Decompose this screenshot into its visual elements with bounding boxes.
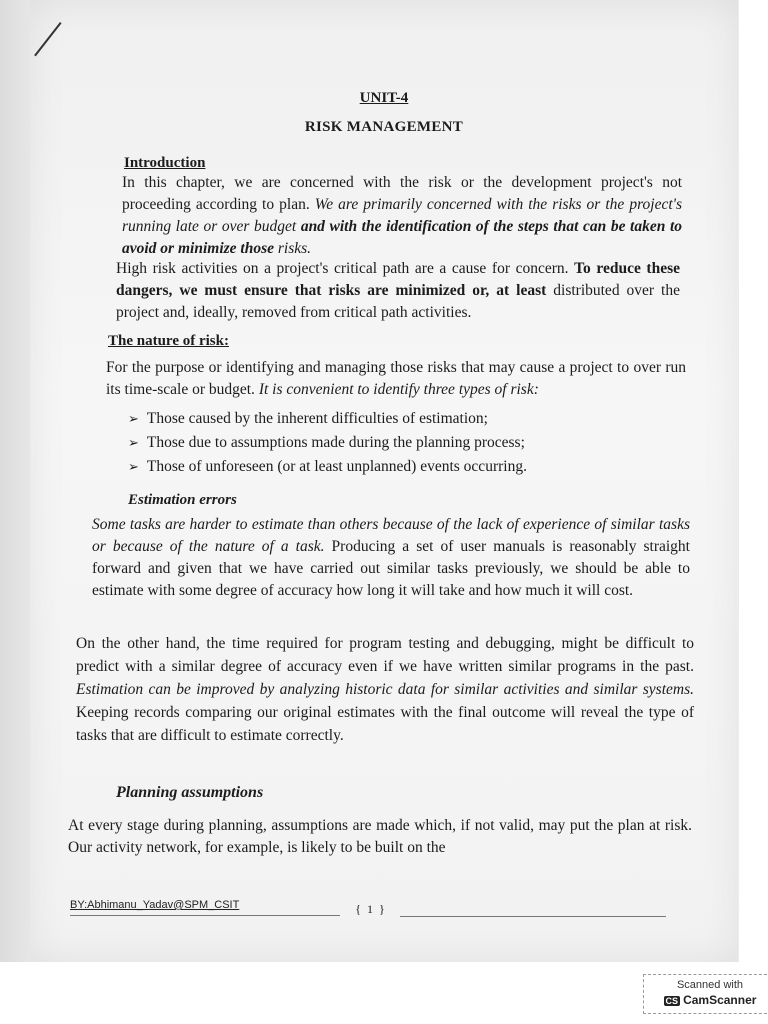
unit-label: UNIT-4 — [359, 90, 409, 106]
footer-divider-right — [400, 916, 666, 917]
intro-heading: Introduction — [124, 155, 206, 171]
planning-p-text: At every stage during planning, assumptions are made which, if not valid, may put the plan at risk. Our activity network, for example, is likely to be built on the — [68, 817, 692, 856]
estimation-heading: Estimation errors — [128, 492, 237, 508]
nature-heading: The nature of risk: — [108, 333, 229, 349]
estimation-p2-s2: Estimation can be improved by analyzing historic data for similar activities and similar systems. — [76, 681, 694, 698]
nature-p-s1: For the purpose or identifying and managing those risks that may cause a project to over run its time-scale or budget. — [106, 359, 686, 398]
estimation-p2-s3: Keeping records comparing our original estimates with the final outcome will reveal the type of tasks that are difficult to estimate correctly. — [76, 704, 694, 744]
estimation-paragraph-1 — [92, 514, 690, 602]
intro-p1-s1: In this chapter, we are concerned with the risk or the development project's not proceeding according to plan. — [122, 174, 682, 213]
watermark-line-1: Scanned with — [676, 979, 744, 991]
watermark-brand: CamScanner — [683, 993, 757, 1007]
estimation-paragraph-2 — [76, 632, 694, 747]
intro-p1-s2: We are primarily concerned with the risks or the project's running late or over budget — [122, 196, 683, 235]
intro-paragraph-2 — [116, 258, 680, 324]
page-title: RISK MANAGEMENT — [304, 119, 464, 135]
intro-p2-s2: To reduce these dangers, we must ensure that risks are minimized or, at least — [116, 260, 680, 299]
list-item: ➢ Those due to assumptions made during the planning process; — [128, 431, 527, 455]
intro-p1-s4: risks. — [277, 240, 312, 257]
intro-paragraph-1 — [122, 172, 682, 260]
footer-author: BY:Abhimanu_Yadav@SPM_CSIT — [70, 899, 240, 911]
planning-heading: Planning assumptions — [116, 784, 264, 801]
intro-p2-s3: distributed over the project and, ideally, removed from critical path activities. — [116, 282, 680, 321]
intro-p2-s1: High risk activities on a project's critical path are a cause for concern. — [116, 260, 569, 277]
list-item: ➢ Those of unforeseen (or at least unplanned) events occurring. — [128, 455, 527, 479]
footer-divider-left — [70, 915, 340, 916]
page-number-value: 1 — [367, 902, 373, 916]
list-item: ➢ Those caused by the inherent difficulties of estimation; — [128, 407, 527, 431]
estimation-p1-s1: Some tasks are harder to estimate than others because of the lack of experience of similar tasks or because of the nature of a task. — [92, 516, 690, 555]
watermark-line-2 — [644, 993, 768, 1007]
camscanner-logo-icon: CS — [665, 996, 679, 1006]
page-number: { 1 } — [355, 902, 385, 916]
estimation-p2-s1: On the other hand, the time required for program testing and debugging, might be difficult to predict with a similar degree of accuracy even if we have written similar programs in the past. — [76, 635, 694, 675]
camscanner-watermark — [643, 974, 768, 1014]
nature-paragraph — [106, 357, 686, 401]
risk-types-list — [128, 407, 527, 479]
estimation-p1-s2: Producing a set of user manuals is reasonably straight forward and given that we have carried out similar tasks previously, we should be able to estimate with some degree of accuracy how long it will take and how much it will cost. — [92, 538, 690, 599]
planning-paragraph — [68, 815, 692, 859]
nature-p-s2: It is convenient to identify three types of risk: — [258, 381, 539, 398]
intro-p1-s3: and with the identification of the steps that can be taken to avoid or minimize those — [122, 218, 683, 257]
